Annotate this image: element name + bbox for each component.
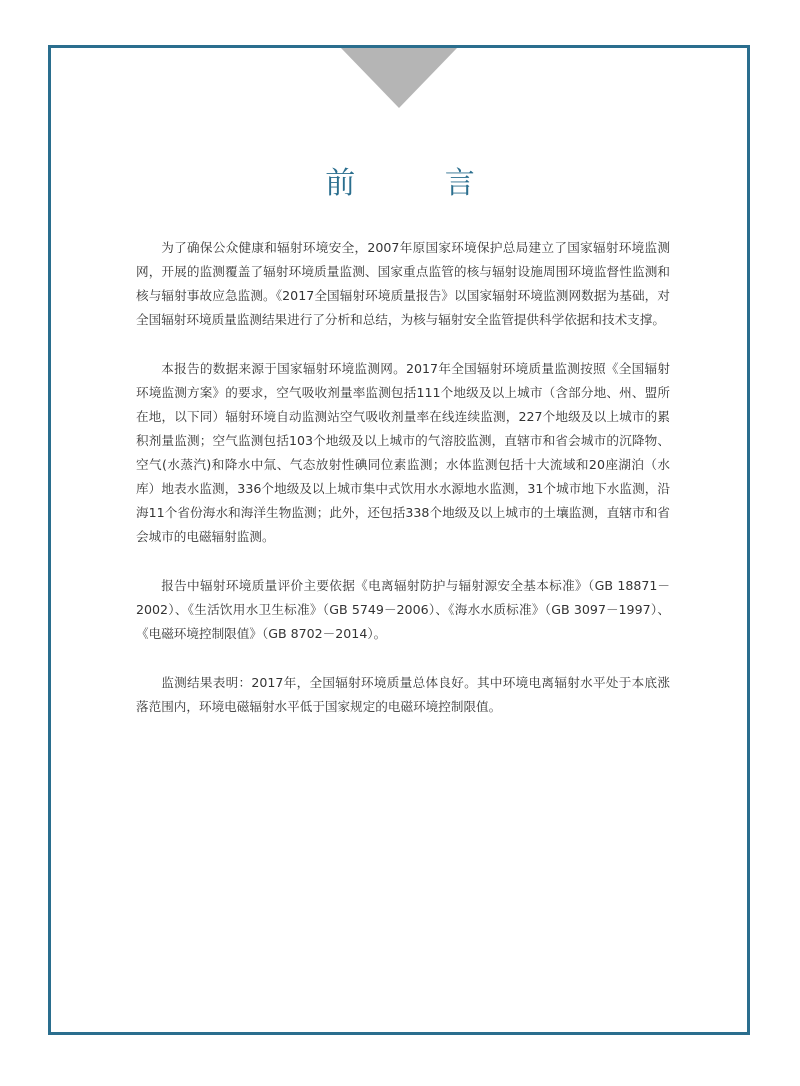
page-title: 前 言	[325, 166, 515, 201]
paragraph: 本报告的数据来源于国家辐射环境监测网。2017年全国辐射环境质量监测按照《全国辐射环境监测方案》的要求，空气吸收剂量率监测包括111个地级及以上城市（含部分地、州、盟所在地，以下同）辐射环境自动监测站空气吸收剂量率在线连续监测，227个地级及以上城市的累积剂量监测；空气监测包括103个地级及以上城市的气溶胶监测，直辖市和省会城市的沉降物、空气(水蒸汽)和降水中氚、气态放射性碘同位素监测；水体监测包括十大流域和20座湖泊（水库）地表水监测，336个地级及以上城市集中式饮用水水源地水监测，31个城市地下水监测，沿海11个省份海水和海洋生物监测；此外，还包括338个地级及以上城市的土壤监测，直辖市和省会城市的电磁辐射监测。	[136, 361, 670, 544]
paragraph: 报告中辐射环境质量评价主要依据《电离辐射防护与辐射源安全基本标准》（GB 18871－2002）、《生活饮用水卫生标准》（GB 5749－2006）、《海水水质标准》（GB 3097－1997）、《电磁环境控制限值》（GB 8702－2014）。	[136, 578, 670, 641]
header-triangle-decoration	[341, 48, 457, 108]
paragraph: 为了确保公众健康和辐射环境安全，2007年原国家环境保护总局建立了国家辐射环境监测网，开展的监测覆盖了辐射环境质量监测、国家重点监管的核与辐射设施周围环境监督性监测和核与辐射事故应急监测。《2017全国辐射环境质量报告》以国家辐射环境监测网数据为基础，对全国辐射环境质量监测结果进行了分析和总结，为核与辐射安全监管提供科学依据和技术支撑。	[136, 240, 670, 327]
paragraph: 监测结果表明：2017年，全国辐射环境质量总体良好。其中环境电离辐射水平处于本底涨落范围内，环境电磁辐射水平低于国家规定的电磁环境控制限值。	[136, 675, 670, 714]
preface-body	[136, 236, 670, 744]
